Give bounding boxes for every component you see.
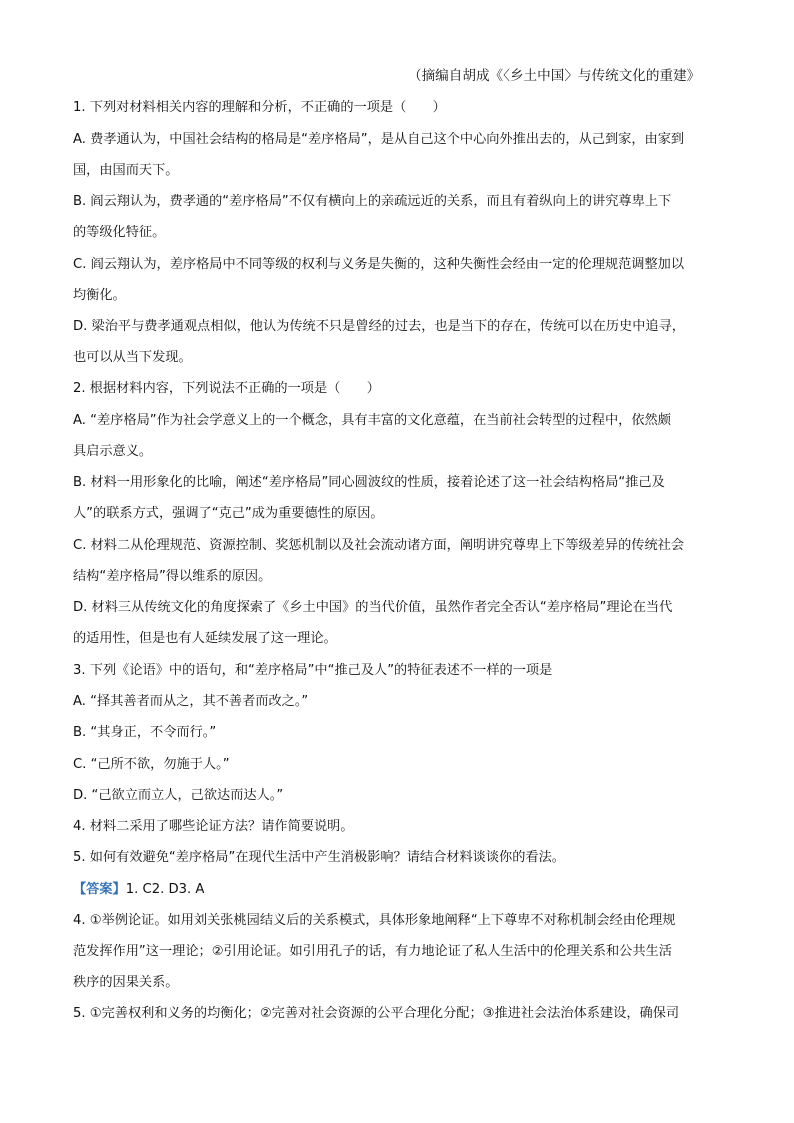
q1-option-d-line-2: 也可以从当下发现。 — [73, 350, 192, 365]
question-5-stem: 5. 如何有效避免“差序格局”在现代生活中产生消极影响？请结合材料谈谈你的看法。 — [73, 850, 565, 865]
question-4-stem: 4. 材料二采用了哪些论证方法？请作简要说明。 — [73, 819, 354, 834]
q3-option-c: C. “己所不欲，勿施于人。” — [73, 757, 230, 772]
answer-4-line-2: 范发挥作用”这一理论；②引用论证。如引用孔子的话，有力地论证了私人生活中的伦理关系和公共生活 — [73, 944, 672, 959]
q1-option-a-line-1: A. 费孝通认为，中国社会结构的格局是“差序格局”，是从自己这个中心向外推出去的，从己到家，由家到 — [73, 132, 685, 147]
q2-option-d-line-1: D. 材料三从传统文化的角度探索了《乡土中国》的当代价值，虽然作者完全否认“差序格局”理论在当代 — [73, 600, 673, 615]
q3-option-b: B. “其身正，不令而行。” — [73, 725, 217, 740]
q2-option-a-line-2: 具启示意义。 — [73, 444, 153, 459]
question-2-stem: 2. 根据材料内容，下列说法不正确的一项是（ ） — [73, 381, 380, 396]
q1-option-b-line-2: 的等级化特征。 — [73, 225, 166, 240]
answer-4-line-1: 4. ①举例论证。如用刘关张桃园结义后的关系模式，具体形象地阐释“上下尊卑不对称机制会经由伦理规 — [73, 913, 676, 928]
q1-option-b-line-1: B. 阎云翔认为，费孝通的“差序格局”不仅有横向上的亲疏远近的关系，而且有着纵向上的讲究尊卑上下 — [73, 194, 672, 209]
q2-option-c-line-1: C. 材料二从伦理规范、资源控制、奖惩机制以及社会流动诸方面，阐明讲究尊卑上下等级差异的传统社会 — [73, 538, 685, 553]
question-3-stem: 3. 下列《论语》中的语句，和“差序格局”中“推己及人”的特征表述不一样的一项是 — [73, 663, 553, 678]
q1-option-a-line-2: 国，由国而天下。 — [73, 163, 179, 178]
source-citation: （摘编自胡成《〈乡土中国〉与传统文化的重建》 — [408, 68, 701, 84]
q2-option-b-line-1: B. 材料一用形象化的比喻，阐述“差序格局”同心圆波纹的性质，接着论述了这一社会结构格局“推己及 — [73, 475, 665, 490]
answer-tag: 【答案】 — [73, 882, 126, 897]
answer-key-line — [73, 880, 723, 900]
q3-option-a: A. “择其善者而从之，其不善者而改之。” — [73, 694, 309, 709]
q3-option-d: D. “己欲立而立人，己欲达而达人。” — [73, 788, 284, 803]
answer-5-line-1: 5. ①完善权利和义务的均衡化；②完善对社会资源的公平合理化分配；③推进社会法治体系建设，确保司 — [73, 1006, 680, 1021]
q1-option-d-line-1: D. 梁治平与费孝通观点相似，他认为传统不只是曾经的过去，也是当下的存在，传统可以在历史中追寻， — [73, 319, 685, 334]
question-1-stem: 1. 下列对材料相关内容的理解和分析，不正确的一项是（ ） — [73, 100, 446, 115]
q1-option-c-line-2: 均衡化。 — [73, 288, 126, 303]
q1-option-c-line-1: C. 阎云翔认为，差序格局中不同等级的权利与义务是失衡的，这种失衡性会经由一定的伦理规范调整加以 — [73, 257, 685, 272]
q2-option-b-line-2: 人”的联系方式，强调了“克己”成为重要德性的原因。 — [73, 506, 384, 521]
q2-option-a-line-1: A. “差序格局”作为社会学意义上的一个概念，具有丰富的文化意蕴，在当前社会转型的过程中，依然颇 — [73, 413, 671, 428]
q2-option-c-line-2: 结构“差序格局”得以维系的原因。 — [73, 569, 272, 584]
answer-4-line-3: 秩序的因果关系。 — [73, 975, 179, 990]
q2-option-d-line-2: 的适用性，但是也有人延续发展了这一理论。 — [73, 631, 337, 646]
answer-short: 1. C2. D3. A — [125, 882, 205, 897]
